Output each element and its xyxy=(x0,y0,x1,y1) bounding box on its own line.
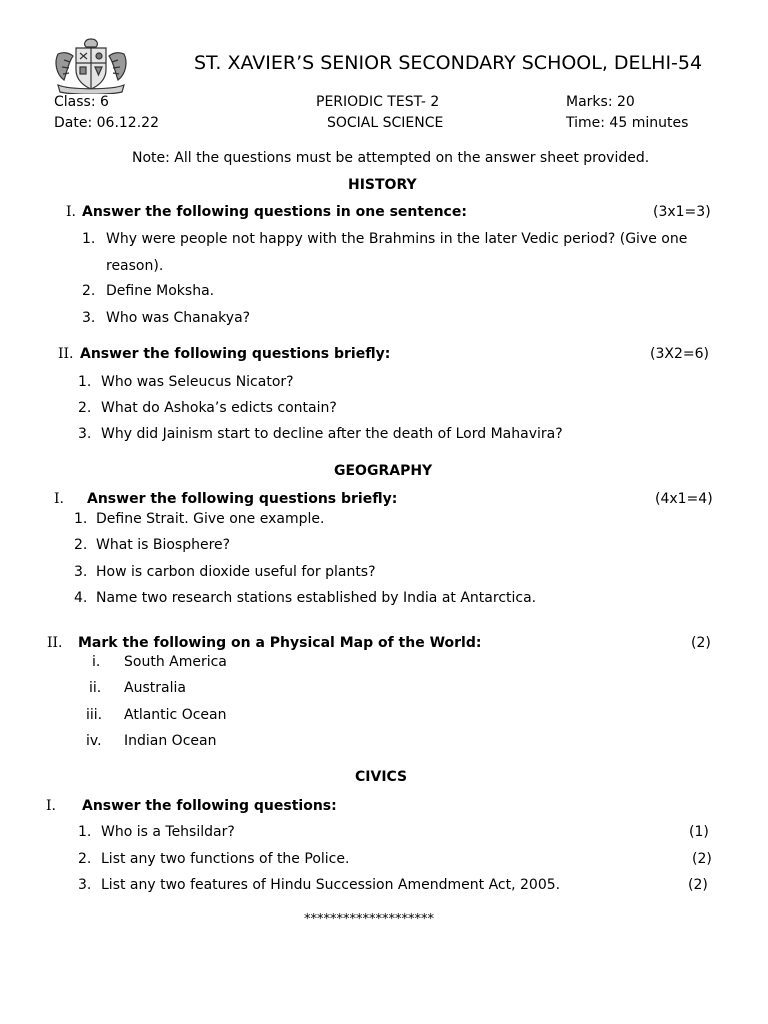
item-text: Atlantic Ocean xyxy=(124,707,227,723)
item-number: 1. xyxy=(74,511,88,527)
item-text: What is Biosphere? xyxy=(96,537,231,553)
subject-title: SOCIAL SCIENCE xyxy=(327,115,444,131)
item-number: 2. xyxy=(78,851,92,867)
item-number: 3. xyxy=(78,426,92,442)
item-number: i. xyxy=(92,654,101,670)
item-text: Define Moksha. xyxy=(106,283,215,299)
test-title: PERIODIC TEST- 2 xyxy=(316,94,440,110)
item-marks: (1) xyxy=(689,824,709,840)
item-number: 2. xyxy=(74,537,88,553)
question-marks: (3X2=6) xyxy=(650,346,709,362)
instruction-note: Note: All the questions must be attempted on the answer sheet provided. xyxy=(132,150,650,166)
date-label: Date: 06.12.22 xyxy=(54,115,159,131)
item-number: 1. xyxy=(78,824,92,840)
item-text: South America xyxy=(124,654,227,670)
marks-label: Marks: 20 xyxy=(566,94,635,110)
item-text: How is carbon dioxide useful for plants? xyxy=(96,564,376,580)
question-marks: (4x1=4) xyxy=(655,491,713,507)
item-number: 3. xyxy=(74,564,88,580)
question-number: I. xyxy=(54,491,64,507)
item-number: 3. xyxy=(82,310,96,326)
section-heading-geography: GEOGRAPHY xyxy=(334,463,433,479)
question-number: II. xyxy=(47,635,63,651)
item-text-continued: reason). xyxy=(106,258,164,274)
item-marks: (2) xyxy=(688,877,708,893)
item-text: Why did Jainism start to decline after the death of Lord Mahavira? xyxy=(101,426,563,442)
item-text: Name two research stations established by India at Antarctica. xyxy=(96,590,537,606)
item-number: 1. xyxy=(82,231,96,247)
time-label: Time: 45 minutes xyxy=(566,115,689,131)
section-heading-history: HISTORY xyxy=(348,177,417,193)
item-number: 2. xyxy=(78,400,92,416)
question-text: Answer the following questions: xyxy=(82,798,337,814)
class-label: Class: 6 xyxy=(54,94,109,110)
item-number: 4. xyxy=(74,590,88,606)
item-number: 1. xyxy=(78,374,92,390)
question-text: Answer the following questions briefly: xyxy=(87,491,398,507)
item-number: iii. xyxy=(86,707,103,723)
section-heading-civics: CIVICS xyxy=(355,769,408,785)
question-number: II. xyxy=(58,346,74,362)
item-text: Why were people not happy with the Brahmins in the later Vedic period? (Give one xyxy=(106,231,688,247)
item-text: Indian Ocean xyxy=(124,733,217,749)
item-text: List any two features of Hindu Succession Amendment Act, 2005. xyxy=(101,877,561,893)
question-number: I. xyxy=(46,798,56,814)
item-text: Who was Chanakya? xyxy=(106,310,251,326)
question-marks: (2) xyxy=(691,635,711,651)
question-text: Mark the following on a Physical Map of the World: xyxy=(78,635,482,651)
question-text: Answer the following questions in one sentence: xyxy=(82,204,467,220)
item-number: ii. xyxy=(89,680,102,696)
question-marks: (3x1=3) xyxy=(653,204,711,220)
end-of-paper-marker: ******************** xyxy=(304,912,434,927)
item-number: iv. xyxy=(86,733,102,749)
item-text: What do Ashoka’s edicts contain? xyxy=(101,400,337,416)
item-text: Who is a Tehsildar? xyxy=(101,824,235,840)
school-name: ST. XAVIER’S SENIOR SECONDARY SCHOOL, DELHI-54 xyxy=(194,52,703,74)
school-crest-icon xyxy=(50,36,132,98)
question-number: I. xyxy=(66,204,76,220)
item-text: Define Strait. Give one example. xyxy=(96,511,325,527)
item-number: 3. xyxy=(78,877,92,893)
item-marks: (2) xyxy=(692,851,712,867)
item-text: List any two functions of the Police. xyxy=(101,851,350,867)
item-number: 2. xyxy=(82,283,96,299)
item-text: Who was Seleucus Nicator? xyxy=(101,374,294,390)
item-text: Australia xyxy=(124,680,186,696)
question-text: Answer the following questions briefly: xyxy=(80,346,391,362)
